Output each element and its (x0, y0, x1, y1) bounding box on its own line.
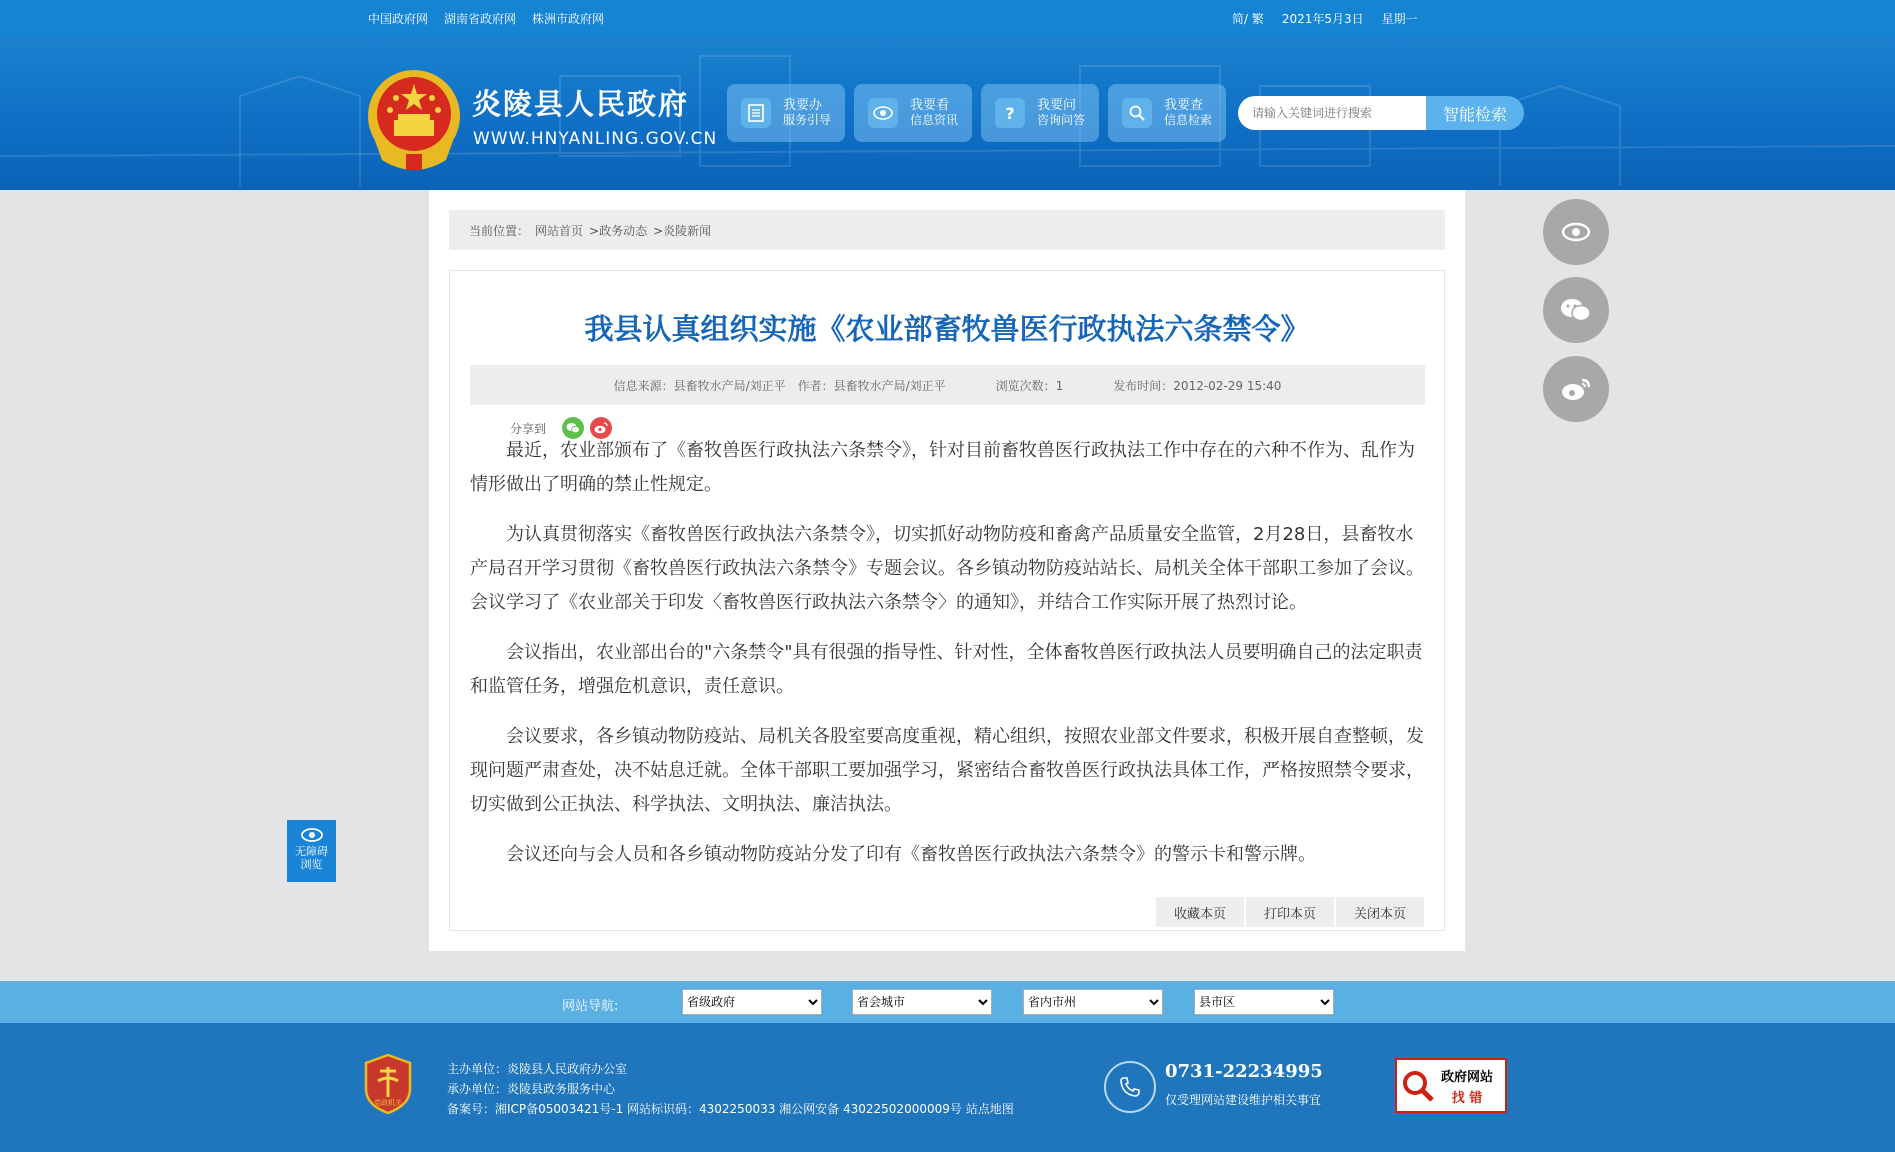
breadcrumb-gov-news[interactable]: >政务动态 (589, 223, 648, 238)
quick-link-subtitle: 服务引导 (783, 113, 832, 127)
article-meta (470, 365, 1425, 405)
report-error-line1: 政府网站 (1441, 1069, 1494, 1085)
footer-record: 备案号：湘ICP备05003421号-1 网站标识码：4302250033 湘公网安备 43022502000009号 站点地图 (447, 1102, 1014, 1116)
magnifier-icon (1122, 98, 1152, 128)
quick-link-consult[interactable] (981, 84, 1099, 142)
article-paragraph: 会议指出，农业部出台的"六条禁令"具有很强的指导性、针对性，全体畜牧兽医行政执法人员要明确自己的法定职责和监管任务，增强危机意识，责任意识。 (470, 642, 1423, 697)
eye-icon (868, 98, 898, 128)
top-link-gov-cn[interactable]: 中国政府网 (368, 12, 429, 26)
accessibility-line2: 浏览 (300, 858, 323, 871)
footer-phone-desc: 仅受理网站建设维护相关事宜 (1165, 1093, 1322, 1107)
question-icon: ? (995, 98, 1025, 128)
phone-icon (1104, 1061, 1156, 1113)
quick-link-title: 我要查 (1164, 98, 1204, 113)
quick-link-title: 我要问 (1037, 98, 1077, 113)
top-bar (0, 0, 1895, 36)
float-weibo-button[interactable] (1543, 356, 1609, 422)
magnifier-icon (1401, 1069, 1435, 1103)
site-footer (0, 1023, 1895, 1152)
quick-link-subtitle: 信息检索 (1164, 113, 1213, 127)
article-paragraph: 会议还向与会人员和各乡镇动物防疫站分发了印有《畜牧兽医行政执法六条禁令》的警示卡和警示牌。 (506, 844, 1316, 865)
close-page-button[interactable]: 关闭本页 (1336, 897, 1424, 927)
quick-link-subtitle: 信息资讯 (910, 113, 959, 127)
accessibility-line1: 无障碍 (295, 845, 328, 858)
float-wechat-button[interactable] (1543, 277, 1609, 343)
footer-sponsor: 主办单位：炎陵县人民政府办公室 (447, 1062, 628, 1076)
article-paragraph: 会议要求，各乡镇动物防疫站、局机关各股室要高度重视，精心组织，按照农业部文件要求，积极开展自查整顿，发现问题严肃查处，决不姑息迁就。全体干部职工要加强学习，紧密结合畜牧兽医行政执法具体工作，严格按照禁令要求，切实做到公正执法、科学执法、文明执法、廉洁执法。 (470, 726, 1424, 815)
breadcrumb-prefix: 当前位置： (469, 223, 530, 238)
current-weekday: 星期一 (1381, 12, 1418, 26)
site-header (0, 36, 1895, 190)
float-eye-button[interactable] (1543, 199, 1609, 265)
top-links (368, 10, 604, 27)
quick-link-info[interactable] (854, 84, 972, 142)
quick-link-subtitle: 咨询问答 (1037, 113, 1086, 127)
article-paragraph: 为认真贯彻落实《畜牧兽医行政执法六条禁令》，切实抓好动物防疫和畜禽产品质量安全监管，2月28日，县畜牧水产局召开学习贯彻《畜牧兽医行政执法六条禁令》专题会议。各乡镇动物防疫站站长、局机关全体干部职工参加了会议。会议学习了《农业部关于印发〈畜牧兽医行政执法六条禁令〉的通知》，并结合工作实际开展了热烈讨论。 (470, 524, 1424, 613)
footer-phone: 0731-22234995 (1165, 1061, 1323, 1082)
article (449, 270, 1445, 931)
search-button[interactable]: 智能检索 (1426, 96, 1524, 130)
bookmark-page-button[interactable]: 收藏本页 (1156, 897, 1244, 927)
select-prefecture[interactable] (1023, 989, 1163, 1015)
article-paragraph: 最近，农业部颁布了《畜牧兽医行政执法六条禁令》，针对目前畜牧兽医行政执法工作中存在的六种不作为、乱作为情形做出了明确的禁止性规定。 (470, 440, 1415, 495)
share-label: 分享到 (510, 421, 547, 436)
eye-icon (301, 828, 323, 842)
current-date: 2021年5月3日 (1281, 12, 1364, 26)
accessibility-button[interactable] (287, 820, 336, 882)
breadcrumb-yanling-news[interactable]: >炎陵新闻 (653, 223, 712, 238)
site-name: 炎陵县人民政府 (472, 87, 690, 121)
article-actions (1156, 897, 1424, 927)
select-province-gov[interactable] (682, 989, 822, 1015)
print-page-button[interactable]: 打印本页 (1246, 897, 1334, 927)
article-views: 浏览次数：1 (995, 378, 1064, 393)
top-right-info (1232, 10, 1418, 27)
article-body (470, 434, 1425, 888)
site-nav-label: 网站导航: (562, 999, 619, 1014)
footer-info (447, 1059, 1014, 1119)
top-link-zhuzhou[interactable]: 株洲市政府网 (532, 12, 605, 26)
quick-link-title: 我要看 (910, 98, 950, 113)
search-input[interactable] (1238, 96, 1426, 130)
select-capital-city[interactable] (852, 989, 992, 1015)
wechat-icon (1560, 297, 1592, 323)
document-icon (741, 98, 771, 128)
breadcrumb-home[interactable]: 网站首页 (535, 223, 584, 238)
breadcrumb (449, 210, 1445, 250)
weibo-icon (1560, 376, 1592, 402)
quick-link-title: 我要办 (783, 98, 823, 113)
content-panel (429, 190, 1465, 951)
site-nav-bar (0, 981, 1895, 1023)
article-published: 发布时间：2012-02-29 15:40 (1113, 378, 1282, 393)
article-source: 信息来源：县畜牧水产局/刘正平 (613, 378, 786, 393)
national-emblem-logo (366, 68, 462, 172)
top-link-hunan[interactable]: 湖南省政府网 (444, 12, 517, 26)
article-title: 我县认真组织实施《农业部畜牧兽医行政执法六条禁令》 (584, 312, 1310, 346)
article-author: 作者：县畜牧水产局/刘正平 (797, 378, 946, 393)
footer-organizer: 承办单位：炎陵县政务服务中心 (447, 1082, 616, 1096)
report-error-button[interactable] (1395, 1058, 1507, 1113)
site-domain: WWW.HNYANLING.GOV.CN (473, 129, 718, 149)
eye-icon (1561, 222, 1591, 242)
language-toggle[interactable]: 简/ 繁 (1232, 12, 1264, 26)
badge-text: 党政机关 (374, 1099, 402, 1107)
party-gov-badge[interactable] (362, 1053, 414, 1115)
report-error-line2: 找 错 (1441, 1087, 1493, 1106)
quick-link-search[interactable] (1108, 84, 1226, 142)
quick-link-service-guide[interactable] (727, 84, 845, 142)
select-county[interactable] (1194, 989, 1334, 1015)
